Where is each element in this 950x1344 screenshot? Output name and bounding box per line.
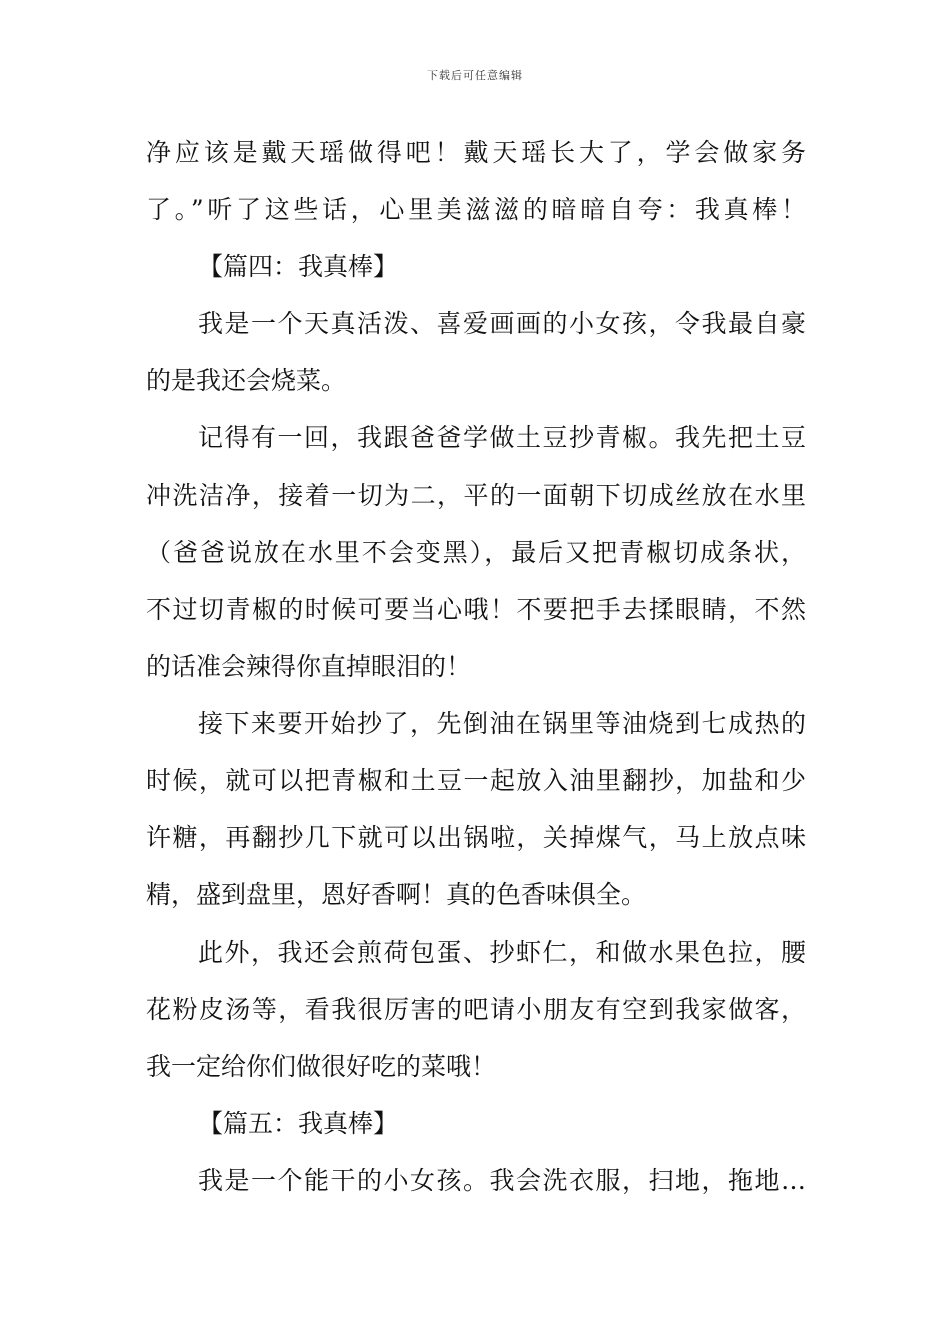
paragraph-line: 了。”听了这些话，心里美滋滋的暗暗自夸：我真棒！ <box>146 195 806 224</box>
paragraph-line: 我是一个能干的小女孩。我会洗衣服，扫地，拖地… <box>198 1166 806 1195</box>
paragraph-line: 精，盛到盘里，恩好香啊！真的色香味俱全。 <box>146 880 647 909</box>
section-heading: 【篇五：我真棒】 <box>198 1109 399 1138</box>
paragraph-line: 的是我还会烧菜。 <box>146 366 347 395</box>
paragraph-line: 此外，我还会煎荷包蛋、抄虾仁，和做水果色拉，腰 <box>198 938 806 967</box>
section-heading: 【篇四：我真棒】 <box>198 252 399 281</box>
paragraph-line: 净应该是戴天瑶做得吧！戴天瑶长大了，学会做家务 <box>146 138 806 167</box>
paragraph-line: 接下来要开始抄了，先倒油在锅里等油烧到七成热的 <box>198 709 806 738</box>
paragraph-line: 我一定给你们做很好吃的菜哦！ <box>146 1052 497 1081</box>
paragraph-line: 不过切青椒的时候可要当心哦！不要把手去揉眼睛，不然 <box>146 595 806 624</box>
paragraph-line: （爸爸说放在水里不会变黑），最后又把青椒切成条状， <box>146 538 806 567</box>
paragraph-line: 的话准会辣得你直掉眼泪的！ <box>146 652 472 681</box>
paragraph-line: 许糖，再翻抄几下就可以出锅啦，关掉煤气，马上放点味 <box>146 823 806 852</box>
paragraph-line: 记得有一回，我跟爸爸学做土豆抄青椒。我先把土豆 <box>198 423 806 452</box>
paragraph-line: 我是一个天真活泼、喜爱画画的小女孩，令我最自豪 <box>198 309 806 338</box>
page-header: 下载后可任意编辑 <box>427 69 523 82</box>
paragraph-line: 花粉皮汤等，看我很厉害的吧请小朋友有空到我家做客， <box>146 995 806 1024</box>
paragraph-line: 冲洗洁净，接着一切为二，平的一面朝下切成丝放在水里 <box>146 481 806 510</box>
paragraph-line: 时候，就可以把青椒和土豆一起放入油里翻抄，加盐和少 <box>146 766 806 795</box>
